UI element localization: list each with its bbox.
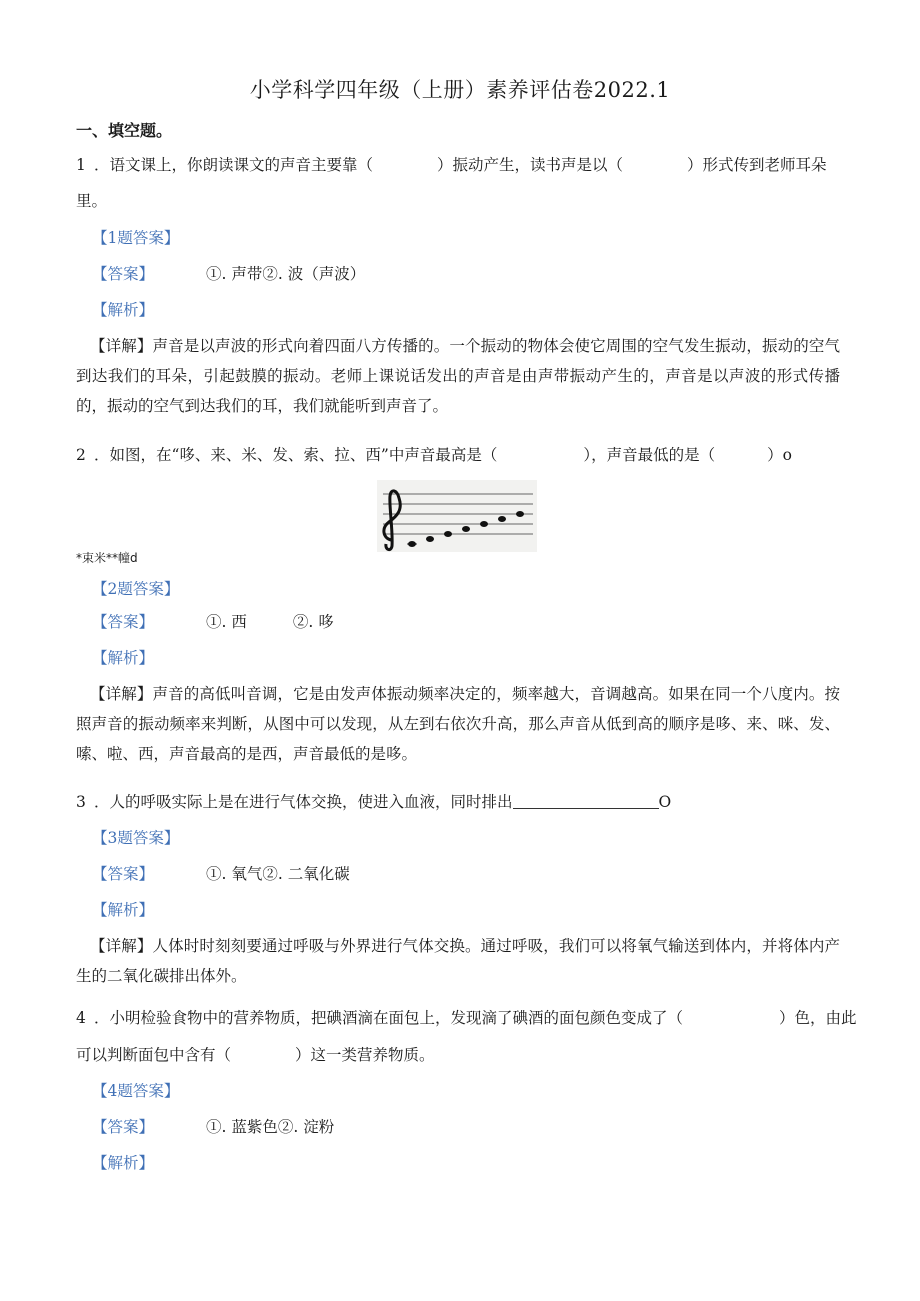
question-2: 2 ．如图，在“哆、来、米、发、索、拉、西”中声音最高是（ ），声音最低的是（ ）o <box>76 440 846 470</box>
section-heading: 一、填空题。 <box>76 121 173 140</box>
answer-heading-3: 【3题答案】 <box>92 829 180 847</box>
question-1-continued: 里。 <box>76 192 108 210</box>
note-do <box>408 541 416 547</box>
answer-label: 【答案】 <box>92 1118 155 1136</box>
fill-blank-line <box>513 792 659 809</box>
answer-row-1 <box>92 259 862 289</box>
answer-heading-1: 【1题答案】 <box>92 229 180 247</box>
note-sol <box>480 521 488 527</box>
detail-1: 【详解】声音是以声波的形式向着四面八方传播的。一个振动的物体会使它周围的空气发生振动，振动的空气到达我们的耳朵，引起鼓膜的振动。老师上课说话发出的声音是由声带振动产生的，声音是以声波的形式传播的，振动的空气到达我们的耳，我们就能听到声音了。 <box>76 337 840 415</box>
analysis-label-3: 【解析】 <box>92 901 155 919</box>
answer-text: ①. 声带②. 波（声波） <box>206 265 366 283</box>
answer-heading-4: 【4题答案】 <box>92 1082 180 1100</box>
note-mi <box>444 531 452 537</box>
analysis-label-2: 【解析】 <box>92 649 155 667</box>
answer-label: 【答案】 <box>92 613 155 631</box>
question-4-continued: 可以判断面包中含有（ ）这一类营养物质。 <box>76 1046 435 1064</box>
note-si <box>516 511 524 517</box>
answer-text: ②. 哆 <box>292 613 334 631</box>
question-1: 1 ．语文课上，你朗读课文的声音主要靠（ ）振动产生，读书声是以（ ）形式传到老师耳朵 <box>76 150 846 180</box>
music-staff-figure <box>377 480 537 552</box>
answer-row-3 <box>92 859 862 889</box>
answer-text: ①. 西 <box>206 613 247 631</box>
analysis-label-1: 【解析】 <box>92 301 155 319</box>
question-3: 3 ．人的呼吸实际上是在进行气体交换，使进入血液，同时排出 O <box>76 787 846 817</box>
answer-label: 【答案】 <box>92 865 155 883</box>
answer-row-4 <box>92 1112 862 1142</box>
question-number: 1 <box>76 156 86 174</box>
question-4: 4 ．小明检验食物中的营养物质，把碘酒滴在面包上，发现滴了碘酒的面包颜色变成了（ ）色，由此 <box>76 1003 846 1033</box>
answer-heading-2: 【2题答案】 <box>92 580 180 598</box>
analysis-label-4: 【解析】 <box>92 1154 155 1172</box>
question-number: 3 <box>76 793 86 811</box>
question-number: 4 <box>76 1009 86 1027</box>
answer-row-2 <box>92 607 862 637</box>
figure-caption: *束米**幢d <box>76 551 138 565</box>
page-title: 小学科学四年级（上册）素养评估卷2022.1 <box>249 78 671 102</box>
note-la <box>498 516 506 522</box>
question-number: 2 <box>76 446 86 464</box>
detail-2: 【详解】声音的高低叫音调，它是由发声体振动频率决定的，频率越大，音调越高。如果在同一个八度内。按照声音的振动频率来判断，从图中可以发现，从左到右依次升高，那么声音从低到高的顺序是哆、来、咪、发、嗦、啦、西，声音最高的是西，声音最低的是哆。 <box>76 685 840 763</box>
note-fa <box>462 526 470 532</box>
answer-label: 【答案】 <box>92 265 155 283</box>
answer-text: ①. 蓝紫色②. 淀粉 <box>206 1118 335 1136</box>
answer-text: ①. 氧气②. 二氧化碳 <box>206 865 350 883</box>
note-re <box>426 536 434 542</box>
detail-3: 【详解】人体时时刻刻要通过呼吸与外界进行气体交换。通过呼吸，我们可以将氧气输送到体内，并将体内产生的二氧化碳排出体外。 <box>76 937 840 985</box>
